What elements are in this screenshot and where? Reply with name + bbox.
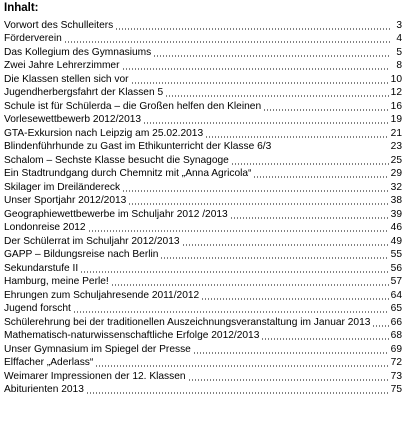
toc-entry (4, 153, 402, 167)
toc-entry-page-number: 46 (390, 222, 402, 233)
toc-entry-page-number: 23 (390, 141, 402, 152)
toc-entry-page-number: 4 (396, 33, 402, 44)
toc-leader-dots (86, 392, 389, 394)
toc-list (4, 18, 402, 396)
toc-entry-title: Zwei Jahre Lehrerzimmer (4, 60, 120, 71)
toc-leader-dots (263, 109, 389, 111)
toc-entry (4, 194, 402, 208)
toc-entry-page-number: 38 (390, 195, 402, 206)
toc-entry (4, 180, 402, 194)
toc-entry (4, 275, 402, 289)
toc-leader-dots (205, 136, 389, 138)
toc-entry-title: Schülerehrung bei der traditionellen Auszeichnungsveranstaltung im Januar 2013 (4, 316, 371, 328)
toc-entry (4, 167, 402, 181)
toc-entry-title: Skilager im Dreiländereck (4, 181, 121, 193)
toc-entry-title: Geographiewettbewerbe im Schuljahr 2012 /2013 (4, 208, 228, 220)
toc-entry (4, 99, 402, 113)
toc-entry-page-number: 25 (390, 154, 402, 166)
toc-leader-dots (261, 338, 388, 340)
toc-leader-dots (188, 379, 389, 381)
toc-entry (4, 72, 402, 86)
toc-entry-page-number: 66 (390, 316, 402, 328)
toc-entry (4, 369, 402, 383)
toc-leader-dots (160, 257, 388, 259)
toc-entry-title: Das Kollegium des Gymnasiums (4, 46, 152, 58)
toc-entry (4, 356, 402, 370)
toc-entry-page-number: 64 (390, 289, 402, 301)
toc-entry (4, 261, 402, 275)
toc-entry-page-number: 5 (396, 46, 402, 58)
toc-entry-title: Hamburg, meine Perle! (4, 276, 109, 287)
toc-entry-page-number: 16 (390, 100, 402, 112)
toc-leader-dots (273, 149, 388, 151)
toc-leader-dots (111, 284, 389, 286)
toc-entry-title: GAPP – Bildungsreise nach Berlin (4, 249, 159, 260)
toc-leader-dots (182, 244, 389, 246)
toc-entry-title: Der Schülerrat im Schuljahr 2012/2013 (4, 235, 180, 247)
toc-entry (4, 288, 402, 302)
toc-entry-page-number: 29 (390, 168, 402, 179)
toc-entry-title: Sekundarstufe II (4, 262, 79, 274)
toc-leader-dots (64, 41, 390, 43)
toc-entry-page-number: 75 (390, 384, 402, 395)
toc-entry (4, 140, 402, 154)
toc-entry-page-number: 3 (396, 19, 402, 31)
toc-entry-title: Vorlesewettbewerb 2012/2013 (4, 114, 142, 125)
toc-entry-title: Ehrungen zum Schuljahresende 2011/2012 (4, 289, 200, 301)
toc-leader-dots (95, 365, 388, 367)
toc-entry (4, 234, 402, 248)
toc-leader-dots (231, 163, 389, 165)
toc-leader-dots (73, 311, 389, 313)
toc-entry-page-number: 56 (390, 262, 402, 274)
toc-entry-page-number: 32 (390, 181, 402, 193)
toc-leader-dots (115, 28, 390, 30)
toc-entry-page-number: 8 (396, 60, 402, 71)
toc-entry (4, 86, 402, 100)
toc-entry-title: Unser Sportjahr 2012/2013 (4, 195, 127, 206)
toc-entry-title: GTA-Exkursion nach Leipzig am 25.02.2013 (4, 127, 204, 139)
toc-entry-title: Jugend forscht (4, 303, 71, 314)
toc-entry-title: Ein Stadtrundgang durch Chemnitz mit „Anna Agricola“ (4, 168, 252, 179)
toc-entry (4, 18, 402, 32)
toc-entry (4, 248, 402, 262)
toc-entry-title: Blindenführhunde zu Gast im Ethikunterricht der Klasse 6/3 (4, 141, 272, 152)
toc-entry-title: Schalom – Sechste Klasse besucht die Synagoge (4, 154, 229, 166)
toc-entry-page-number: 69 (390, 343, 402, 355)
toc-leader-dots (372, 325, 388, 327)
toc-entry-title: Förderverein (4, 33, 62, 44)
toc-entry-title: Unser Gymnasium im Spiegel der Presse (4, 343, 191, 355)
toc-entry-page-number: 12 (390, 87, 402, 98)
toc-leader-dots (201, 298, 388, 300)
toc-entry (4, 126, 402, 140)
toc-leader-dots (80, 271, 388, 273)
toc-entry (4, 221, 402, 235)
toc-entry (4, 32, 402, 46)
toc-entry (4, 329, 402, 343)
toc-leader-dots (88, 230, 389, 232)
toc-entry (4, 342, 402, 356)
toc-heading: Inhalt: (4, 2, 39, 14)
toc-entry-page-number: 49 (390, 235, 402, 247)
toc-entry (4, 113, 402, 127)
toc-entry-title: Vorwort des Schulleiters (4, 19, 114, 31)
toc-leader-dots (165, 95, 389, 97)
toc-leader-dots (122, 190, 389, 192)
toc-leader-dots (253, 176, 388, 178)
toc-entry-title: Londonreise 2012 (4, 222, 86, 233)
toc-entry-page-number: 19 (390, 114, 402, 125)
toc-entry-page-number: 55 (390, 249, 402, 260)
toc-entry-title: Jugendherbergsfahrt der Klassen 5 (4, 87, 164, 98)
toc-entry-page-number: 21 (390, 127, 402, 139)
toc-entry-title: Abiturienten 2013 (4, 384, 84, 395)
toc-entry (4, 45, 402, 59)
toc-entry (4, 207, 402, 221)
toc-entry (4, 315, 402, 329)
toc-leader-dots (131, 82, 389, 84)
toc-entry-title: Mathematisch-naturwissenschaftliche Erfolge 2012/2013 (4, 330, 260, 341)
toc-entry-page-number: 72 (390, 357, 402, 368)
toc-entry (4, 302, 402, 316)
toc-entry-page-number: 57 (390, 276, 402, 287)
toc-entry-title: Schule ist für Schülerda – die Großen helfen den Kleinen (4, 100, 262, 112)
toc-leader-dots (153, 55, 390, 57)
toc-leader-dots (122, 68, 391, 70)
toc-entry-title: Weimarer Impressionen der 12. Klassen (4, 370, 186, 382)
toc-leader-dots (193, 352, 389, 354)
toc-entry-title: Die Klassen stellen sich vor (4, 73, 129, 85)
toc-leader-dots (230, 217, 389, 219)
toc-entry-page-number: 68 (390, 330, 402, 341)
toc-leader-dots (143, 122, 389, 124)
toc-entry-page-number: 65 (390, 303, 402, 314)
toc-entry (4, 383, 402, 397)
toc-entry-page-number: 39 (390, 208, 402, 220)
toc-leader-dots (128, 203, 388, 205)
toc-entry-title: Elffacher „Aderlass“ (4, 357, 94, 368)
toc-entry (4, 59, 402, 73)
toc-entry-page-number: 73 (390, 370, 402, 382)
toc-entry-page-number: 10 (390, 73, 402, 85)
